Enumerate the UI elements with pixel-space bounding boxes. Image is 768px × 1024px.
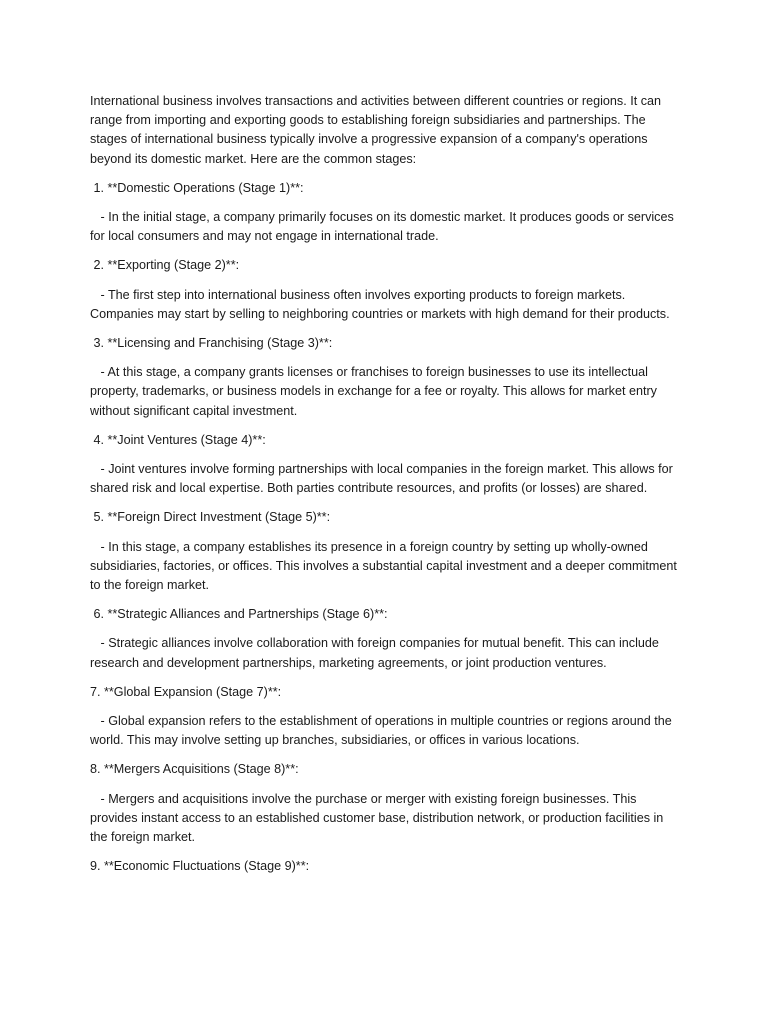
stage-7-text: - Global expansion refers to the establishment of operations in multiple countries or regions around the world. This may involve setting up branches, subsidiaries, or offices in various locations. bbox=[90, 714, 676, 748]
stage-1-heading: 1. **Domestic Operations (Stage 1)**: bbox=[90, 180, 304, 195]
stage-3-text: - At this stage, a company grants licenses or franchises to foreign businesses to use its intellectual property, trademarks, or business models in exchange for a fee or royalty. This allows for market entry without significant capital investment. bbox=[90, 365, 661, 418]
stage-5-text: - In this stage, a company establishes its presence in a foreign country by setting up wholly-owned subsidiaries, factories, or offices. This involves a substantial capital investment and a deeper commitment to the foreign market. bbox=[90, 539, 681, 593]
stage-6-text: - Strategic alliances involve collaboration with foreign companies for mutual benefit. This can include research and development partnerships, marketing agreements, or joint production ventures. bbox=[90, 636, 663, 670]
stage-8-heading: 8. **Mergers Acquisitions (Stage 8)**: bbox=[90, 762, 299, 777]
stage-1-text: - In the initial stage, a company primarily focuses on its domestic market. It produces goods or services for local consumers and may not engage in international trade. bbox=[90, 210, 678, 244]
stage-9-heading: 9. **Economic Fluctuations (Stage 9)**: bbox=[90, 859, 310, 874]
intro-paragraph: International business involves transactions and activities between different countries or regions. It can range from importing and exporting goods to establishing foreign subsidiaries and partnerships. The stages of international business typically involve a progressive expansion of a company's operations beyond its domestic market. Here are the common stages: bbox=[90, 94, 662, 166]
stage-2-heading: 2. **Exporting (Stage 2)**: bbox=[90, 258, 240, 273]
stage-7-heading: 7. **Global Expansion (Stage 7)**: bbox=[90, 684, 282, 699]
stage-4-text: - Joint ventures involve forming partnerships with local companies in the foreign market. This allows for shared risk and local expertise. Both parties contribute resources, and profits (or losses) are shared. bbox=[90, 462, 677, 496]
stage-3-heading: 3. **Licensing and Franchising (Stage 3)**: bbox=[90, 336, 333, 351]
document-page bbox=[90, 92, 680, 887]
stage-8-text: - Mergers and acquisitions involve the purchase or merger with existing foreign businesses. This provides instant access to an established customer base, distribution network, or production facilities in the foreign market. bbox=[90, 791, 667, 845]
stage-4-heading: 4. **Joint Ventures (Stage 4)**: bbox=[90, 432, 266, 447]
stage-6-heading: 6. **Strategic Alliances and Partnerships (Stage 6)**: bbox=[90, 607, 388, 622]
stage-2-text: - The first step into international business often involves exporting products to foreign markets. Companies may start by selling to neighboring countries or markets with high demand for their products. bbox=[90, 287, 670, 321]
stage-5-heading: 5. **Foreign Direct Investment (Stage 5)**: bbox=[90, 510, 331, 525]
